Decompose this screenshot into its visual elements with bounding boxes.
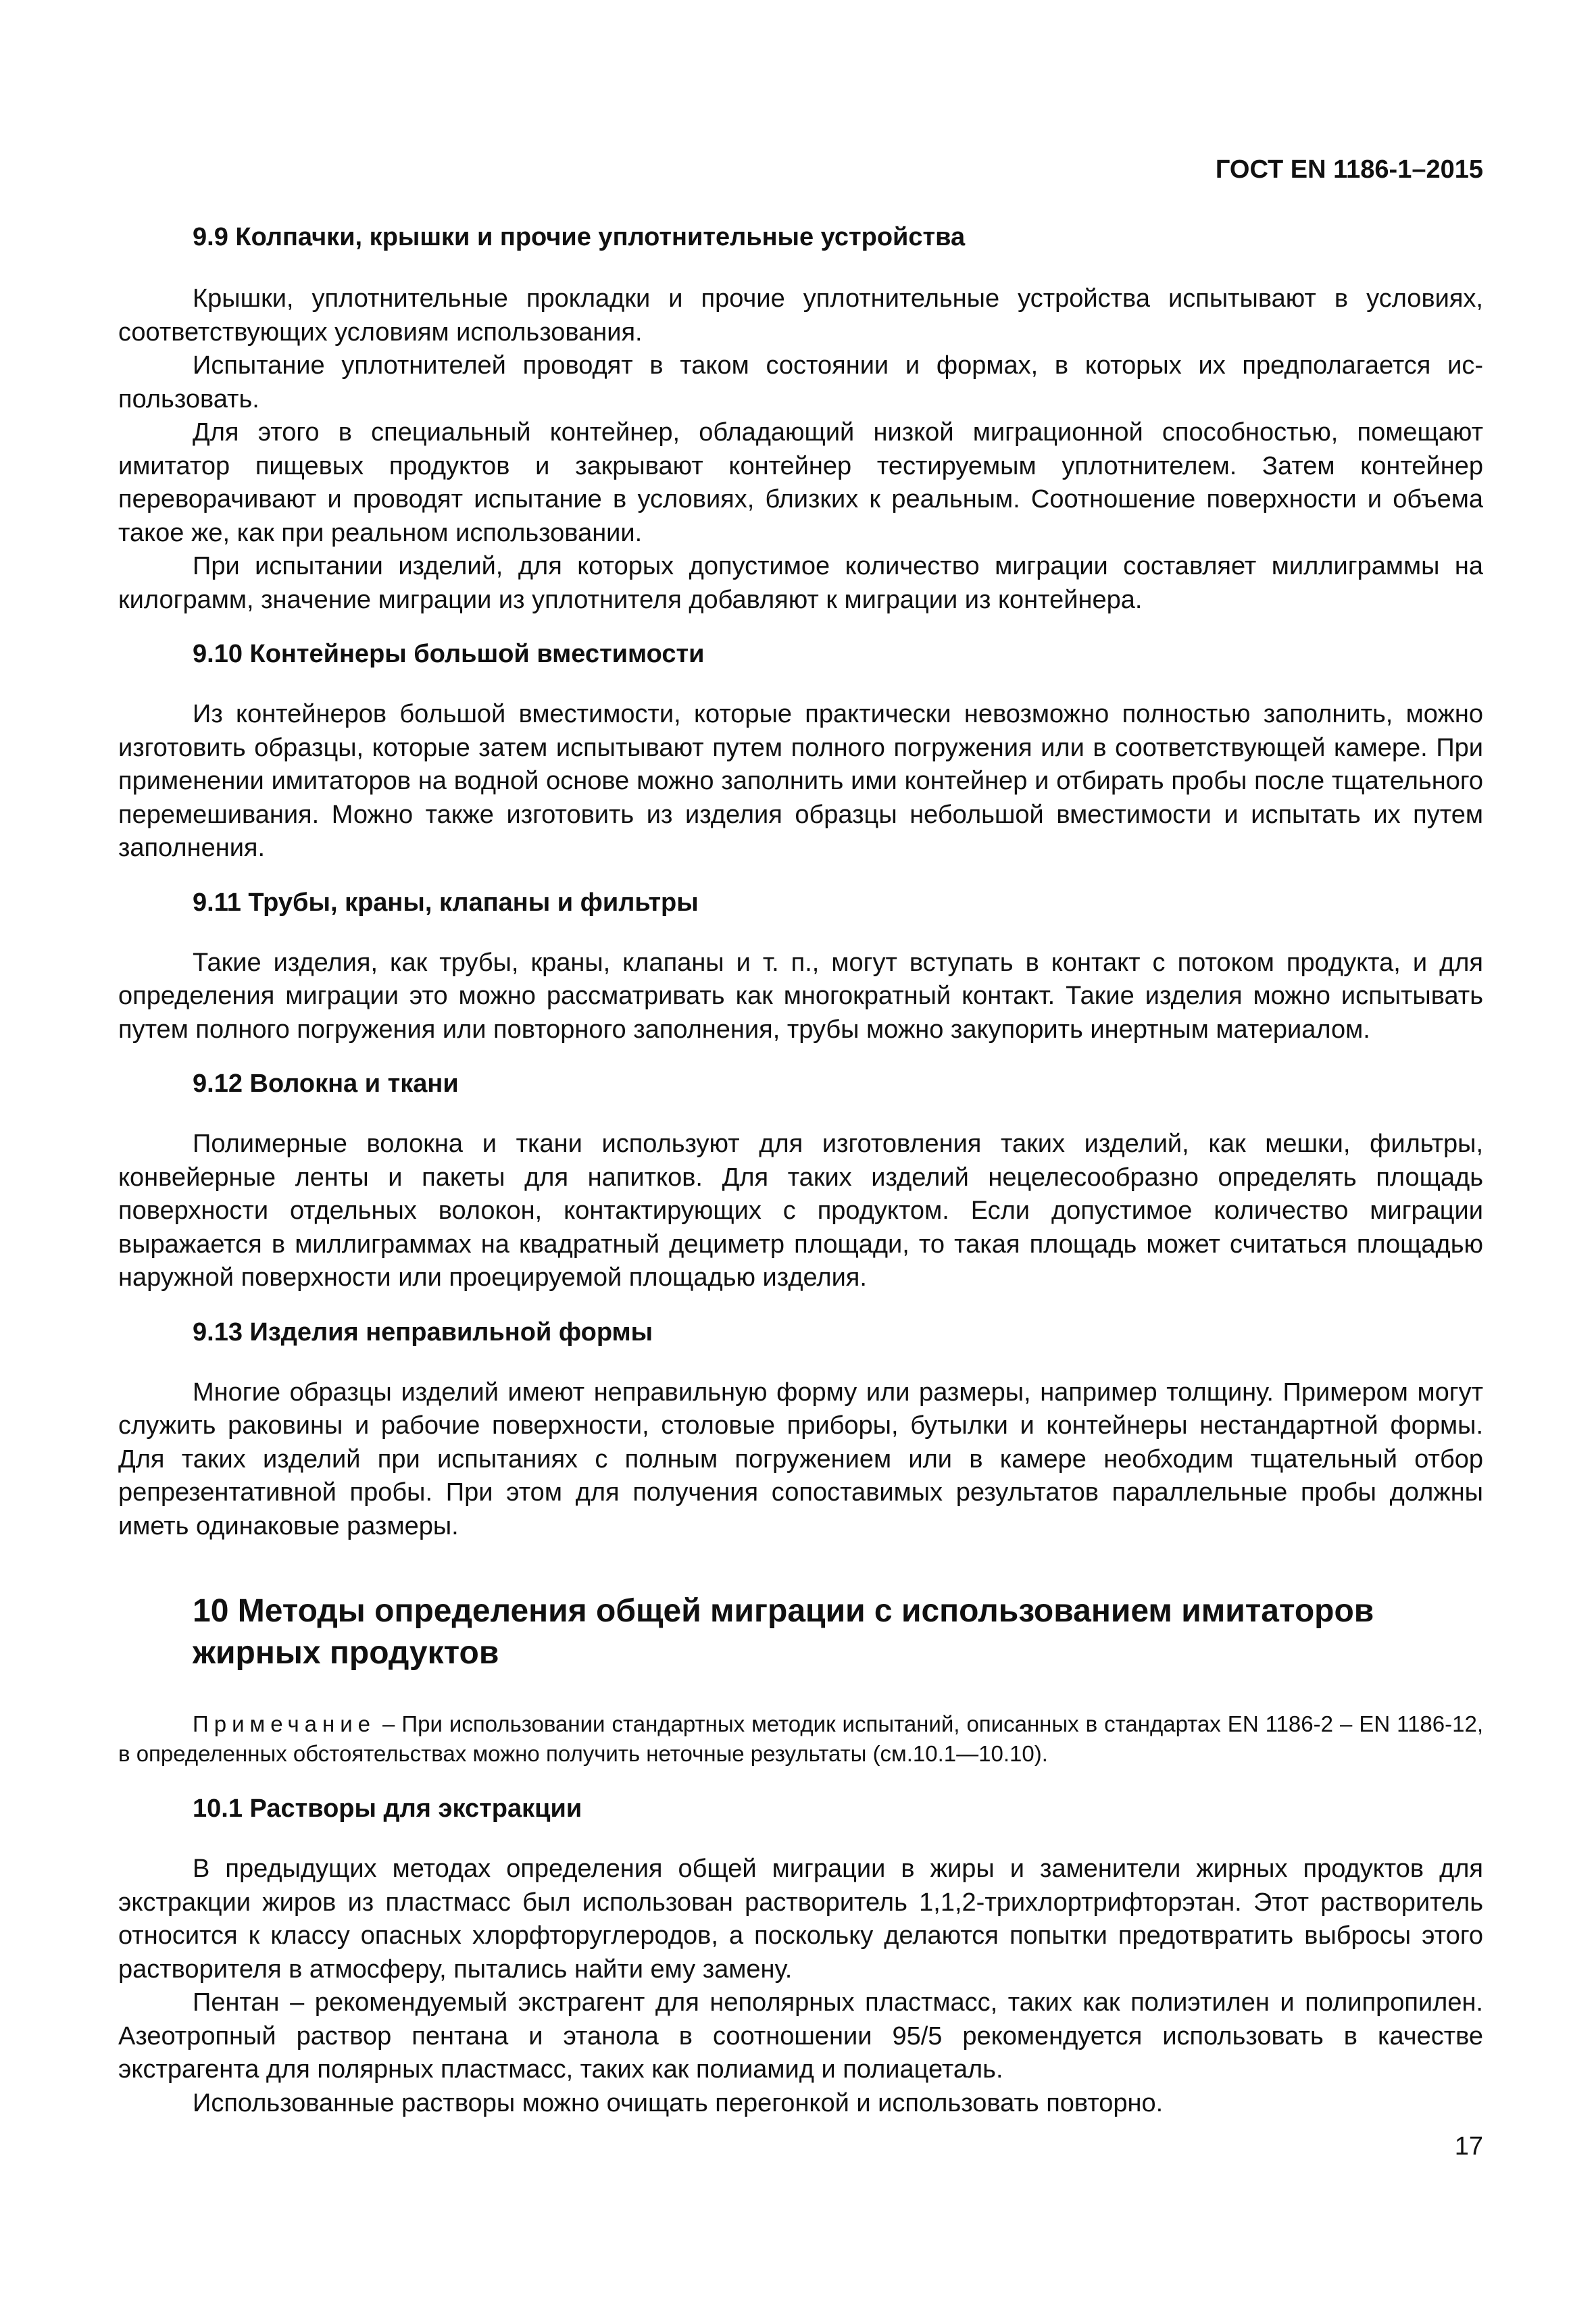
- heading-9-13: 9.13 Изделия неправильной формы: [193, 1317, 653, 1347]
- page-number: 17: [1454, 2132, 1483, 2161]
- paragraph-9-12-1: Полимерные волокна и ткани используют для изготовления таких изделий, как мешки, фильтры, конвейерные ленты и пакеты для напитков. Для таких изделий нецелесообразно определять площадь поверхности отдельных волокон, контактирующих с продуктом. Если допустимое количество миграции выражается в миллиграммах на квадратный дециметр площади, то такая площадь может считаться площадью наружной поверхности или проецируемой площадью изделия.: [118, 1130, 1483, 1292]
- paragraph-9-10-1: Из контейнеров большой вместимости, которые практически невозможно полностью заполнить, можно изготовить образцы, которые затем испытывают путем полного погружения или в соответствующей камере. При применении имитаторов на водной основе можно заполнить ими контейнер и отбирать пробы после тщательного перемешивания. Можно также изготовить из изделия образцы небольшой вместимости и испытать их путем заполнения.: [118, 700, 1483, 862]
- note-block: [118, 1709, 1483, 1769]
- heading-9-12: 9.12 Волокна и ткани: [193, 1070, 459, 1098]
- paragraph-9-11-1: Такие изделия, как трубы, краны, клапаны и т. п., могут вступать в контакт с потоком продукта, и для определения миграции это можно рассматривать как многократный контакт. Такие изделия можно испытывать путем полного погружения или повторного заполнения, трубы можно закупорить инертным материалом.: [118, 948, 1483, 1044]
- heading-9-11: 9.11 Трубы, краны, клапаны и фильтры: [193, 888, 699, 917]
- paragraph-9-9-4: При испытании изделий, для которых допустимое количество миграции составляет миллиграммы на килограмм, значение миграции из уплотнителя добавляют к миграции из контейнера.: [118, 552, 1483, 614]
- paragraph-10-1-1: В предыдущих методах определения общей миграции в жиры и заменители жирных продуктов для экстракции жиров из пластмасс был использован растворитель 1,1,2-трихлортрифторэтан. Этот растворитель относится к классу опасных хлорфторуглеродов, а поскольку делаются попытки предотвратить выбросы этого растворителя в атмосферу, пытались найти ему замену.: [118, 1855, 1483, 1984]
- heading-9-10: 9.10 Контейнеры большой вместимости: [193, 640, 705, 668]
- paragraph-10-1-2: Пентан – рекомендуемый экстрагент для неполярных пластмасс, таких как полиэтилен и полипропилен. Азеотропный раствор пентана и этанола в соотношении 95/5 рекомендуется использовать в качестве экстрагента для полярных пластмасс, таких как полиамид и полиацеталь.: [118, 1988, 1483, 2084]
- paragraph-9-9-2: Испытание уплотнителей проводят в таком состоянии и формах, в которых их предполагается использовать.: [118, 351, 1483, 413]
- heading-9-9: 9.9 Колпачки, крышки и прочие уплотнительные устройства: [193, 223, 966, 251]
- paragraph-9-9-1: Крышки, уплотнительные прокладки и прочие уплотнительные устройства испытывают в условиях, соответствующих условиям использования.: [118, 284, 1483, 347]
- paragraph-10-1-3: Использованные растворы можно очищать перегонкой и использовать повторно.: [193, 2088, 1164, 2117]
- note-label: Примечание: [193, 1711, 376, 1736]
- paragraph-9-9-3: Для этого в специальный контейнер, обладающий низкой миграционной способностью, помещают имитатор пищевых продуктов и закрывают контейнер тестируемым уплотнителем. Затем контейнер переворачивают и проводят испытание в условиях, близких к реальным. Соотношение поверхности и объема такое же, как при реальном использовании.: [118, 418, 1483, 547]
- document-code-header: ГОСТ EN 1186-1–2015: [1215, 155, 1483, 184]
- note-text: – При использовании стандартных методик испытаний, описанных в стандартах EN 1186-2 – EN 1186-12, в определенных обстоятельствах можно получить неточные результаты (см.10.1—10.10).: [118, 1711, 1483, 1766]
- paragraph-9-13-1: Многие образцы изделий имеют неправильную форму или размеры, например толщину. Примером могут служить раковины и рабочие поверхности, столовые приборы, бутылки и контейнеры нестандартной формы. Для таких изделий при испытаниях с полным погружением или в камере необходим тщательный отбор репрезентативной пробы. При этом для получения сопоставимых результатов параллельные пробы должны иметь одинаковые размеры.: [118, 1378, 1483, 1540]
- heading-section-10: 10 Методы определения общей миграции с использованием имитаторов жирных продуктов: [193, 1593, 1374, 1671]
- heading-10-1: 10.1 Растворы для экстракции: [193, 1794, 582, 1823]
